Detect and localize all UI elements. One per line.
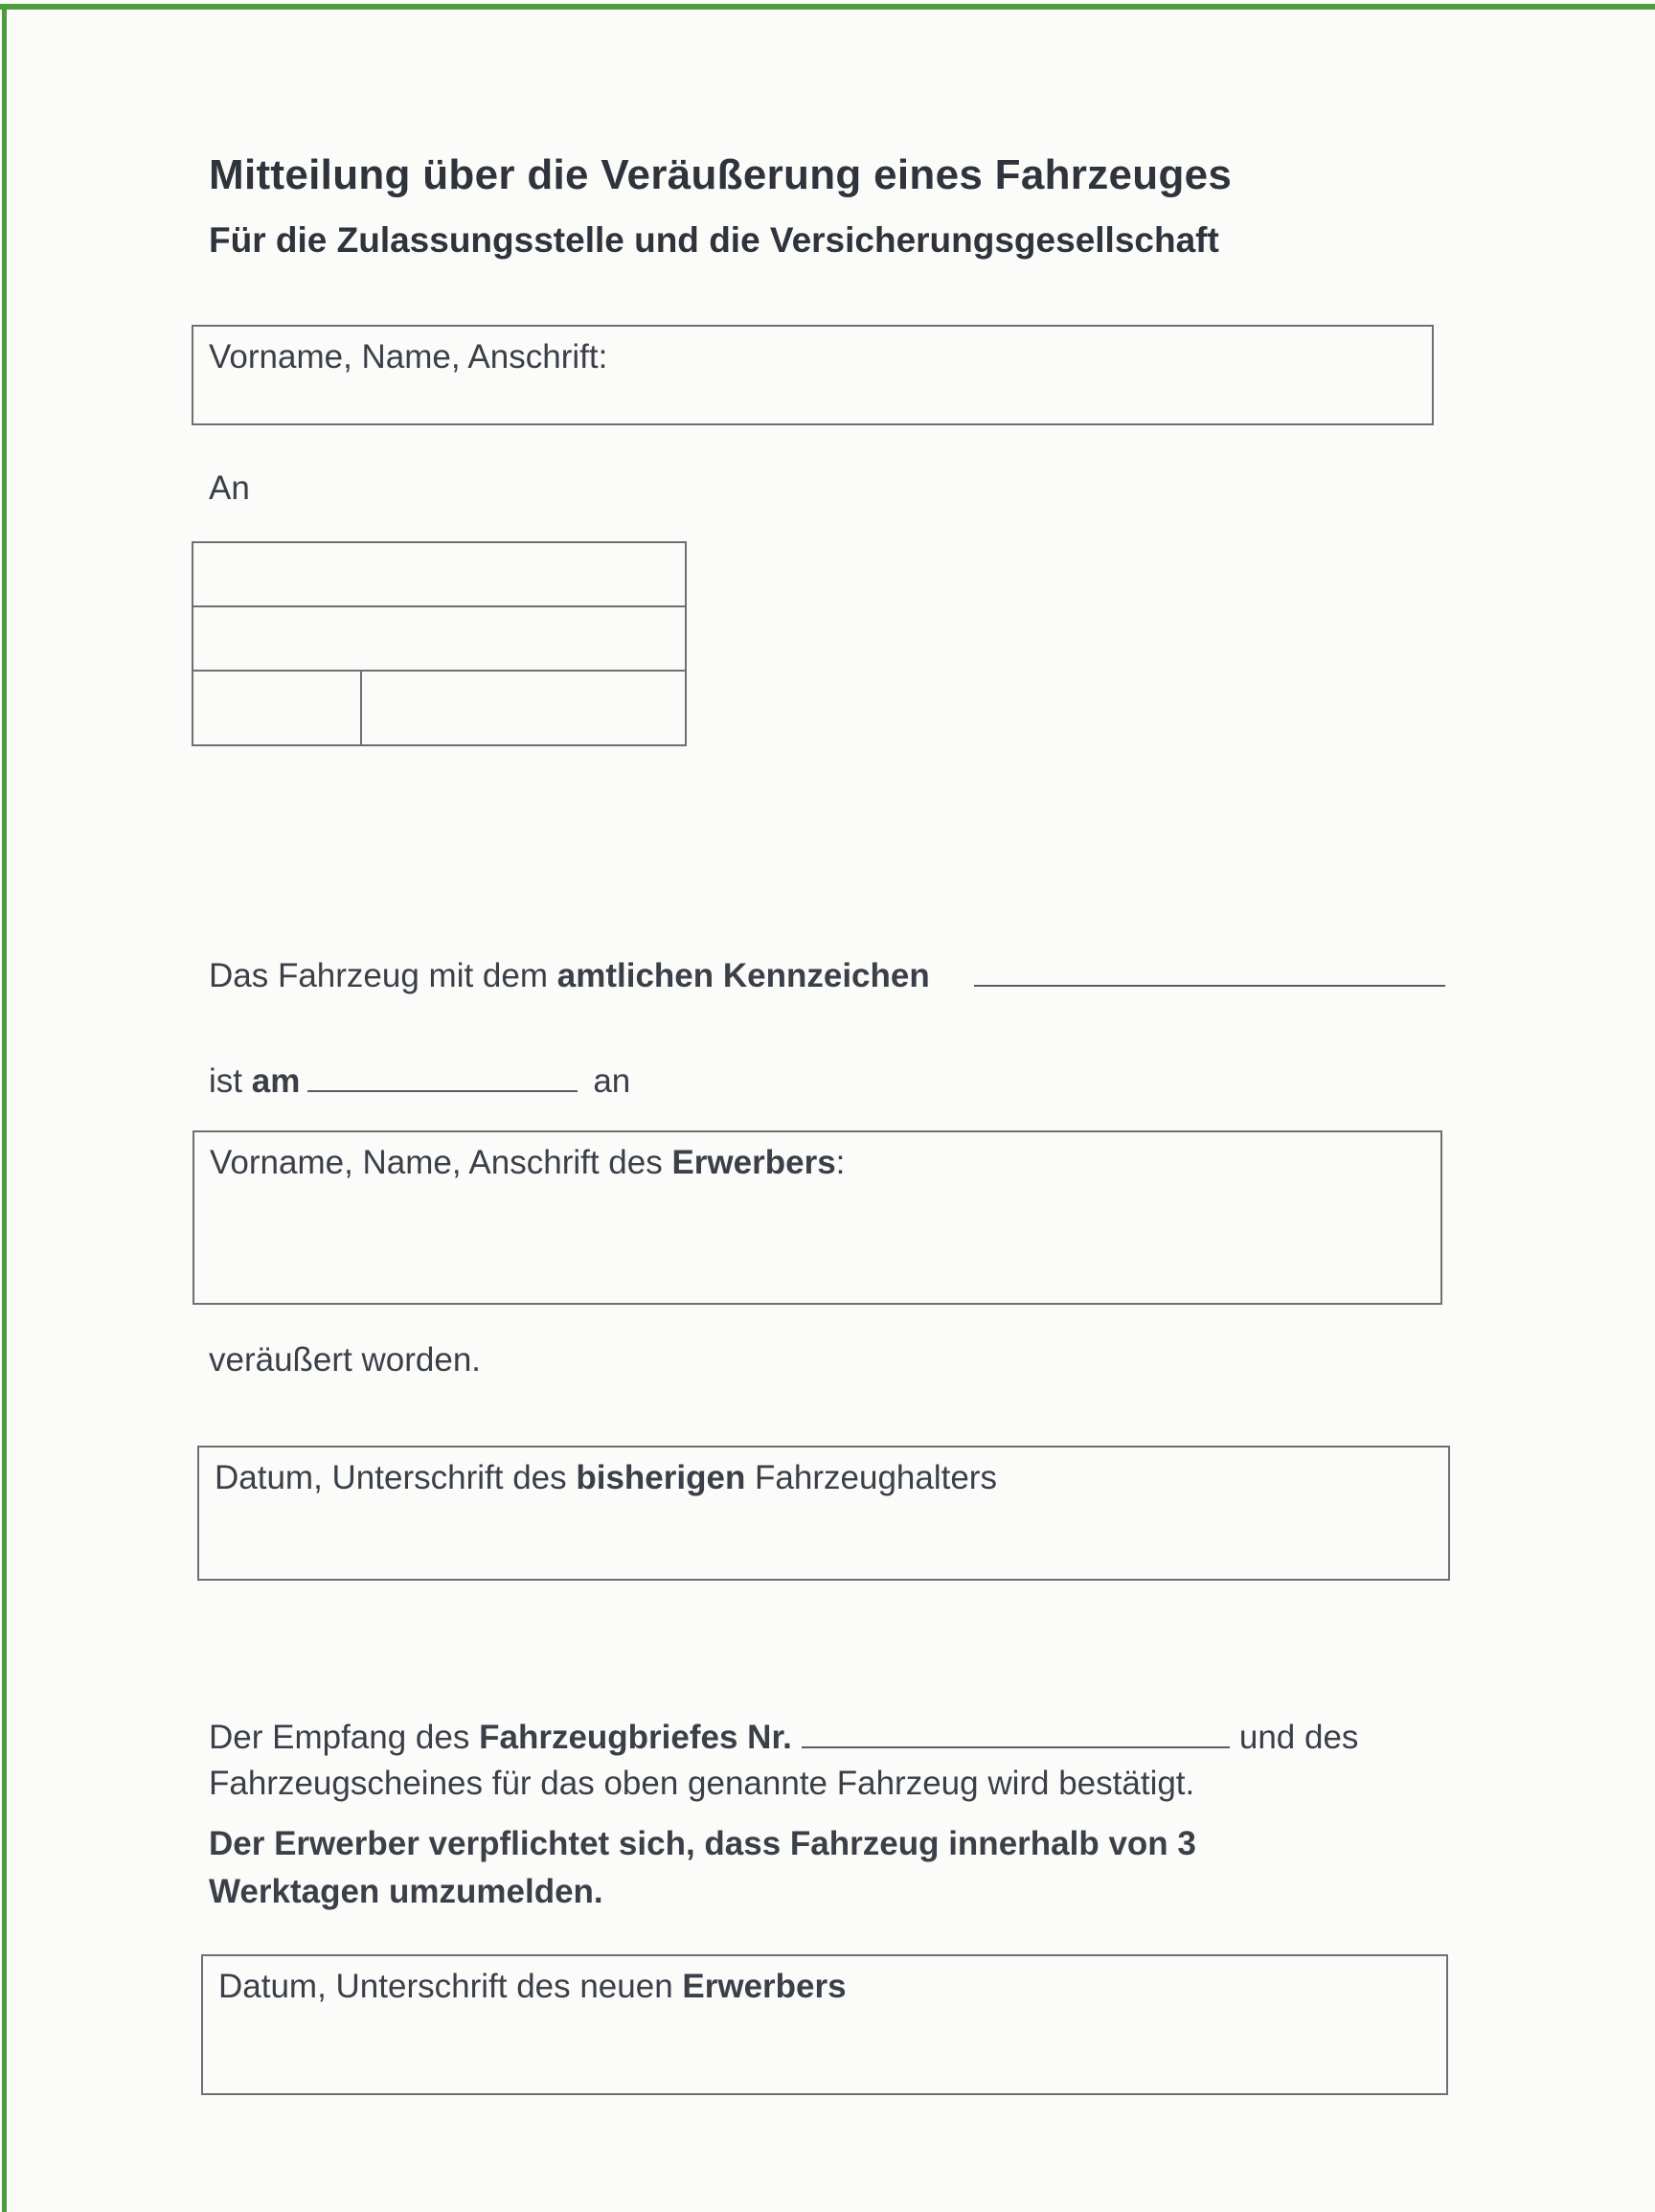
recipient-an-label: An	[209, 469, 250, 507]
vehicle-sentence	[209, 956, 1445, 995]
green-border-left	[2, 4, 7, 2212]
date-sentence	[209, 1061, 630, 1101]
vehicle-sentence-text: Das Fahrzeug mit dem	[209, 957, 557, 994]
green-border-top	[0, 4, 1655, 10]
seller-signature-field[interactable]	[197, 1446, 1450, 1581]
date-blank-line[interactable]	[307, 1061, 578, 1092]
fahrzeugbrief-number-blank-line[interactable]	[802, 1718, 1230, 1748]
date-sentence-bold: am	[251, 1062, 301, 1100]
buyer-address-label: Vorname, Name, Anschrift des Erwerbers:	[210, 1144, 846, 1181]
sender-address-label: Vorname, Name, Anschrift:	[209, 338, 608, 376]
seller-signature-label: Datum, Unterschrift des bisherigen Fahrzeughalters	[215, 1459, 997, 1496]
vehicle-sentence-bold: amtlichen Kennzeichen	[556, 957, 930, 994]
sold-statement: veräußert worden.	[209, 1341, 482, 1379]
receipt-statement-line2: Fahrzeugscheines für das oben genannte Fahrzeug wird bestätigt.	[209, 1765, 1195, 1802]
buyer-address-field[interactable]	[193, 1130, 1442, 1305]
receipt-statement: Der Empfang des Fahrzeugbriefes Nr. und des Fahrzeugscheines für das oben genannte Fahrzeug wird bestätigt.	[209, 1719, 1359, 1802]
buyer-signature-field[interactable]	[201, 1954, 1448, 2095]
page-subtitle: Für die Zulassungsstelle und die Versicherungsgesellschaft	[209, 220, 1219, 260]
date-sentence-text: ist	[209, 1062, 252, 1100]
date-sentence-after: an	[593, 1062, 631, 1100]
recipient-address-line-3	[193, 672, 685, 744]
kennzeichen-blank-line[interactable]	[974, 956, 1445, 987]
recipient-city-cell[interactable]	[362, 672, 685, 744]
recipient-postcode-cell[interactable]	[193, 672, 362, 744]
obligation-statement: Der Erwerber verpflichtet sich, dass Fahrzeug innerhalb von 3 Werktagen umzumelden.	[209, 1825, 1196, 1910]
recipient-address-line-1[interactable]	[193, 543, 685, 607]
recipient-address-line-2[interactable]	[193, 607, 685, 672]
page-title: Mitteilung über die Veräußerung eines Fahrzeuges	[209, 151, 1233, 198]
sender-address-field[interactable]	[192, 325, 1434, 425]
recipient-address-table	[192, 541, 687, 746]
buyer-signature-label: Datum, Unterschrift des neuen Erwerbers	[218, 1968, 847, 2005]
